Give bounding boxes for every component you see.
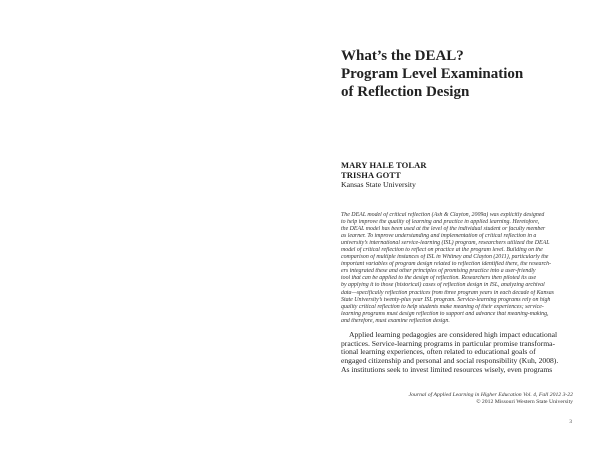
- author-affiliation: Kansas State University: [341, 180, 416, 189]
- abstract-line: comparison of multiple instances of ISL in Whitney and Clayton (2011), particularly the: [341, 254, 549, 261]
- abstract-line: data—specifically reflection practices from three program years in each decade of Kansas: [341, 289, 554, 296]
- journal-footer: [313, 392, 573, 407]
- journal-citation: Journal of Applied Learning in Higher Education Vol. 4, Fall 2012 3-22: [408, 392, 573, 398]
- abstract-line: State University’s twenty-plus year ISL program. Service-learning programs rely on high: [341, 296, 551, 303]
- page-number: 3: [569, 419, 572, 425]
- abstract: [341, 212, 573, 325]
- author-name: MARY HALE TOLAR: [341, 160, 427, 170]
- body-line: Applied learning pedagogies are considered high impact educational: [349, 330, 558, 339]
- body-line: tional learning experiences, often related to educational goals of: [341, 347, 536, 357]
- abstract-line: and therefore, must examine reflection design.: [341, 317, 450, 324]
- journal-copyright: © 2012 Missouri Western State University: [476, 399, 573, 406]
- abstract-line: to help improve the quality of learning and practice in applied learning. Heretofore,: [341, 219, 540, 226]
- article-title: [341, 47, 581, 101]
- title-line-1: What’s the DEAL?: [341, 48, 464, 64]
- abstract-line: by applying it to those (historical) cases of reflection design in ISL, analyzing archival: [341, 282, 545, 289]
- author-block: [341, 160, 427, 190]
- abstract-line: learning programs must design reflection to support and advance that meaning-making,: [341, 310, 549, 317]
- abstract-line: university’s international service-learning (ISL) program, researchers utilized the DEAL: [341, 240, 550, 247]
- abstract-line: ers integrated these and other principles of promising practice into a user-friendly: [341, 268, 536, 275]
- abstract-line: important variables of program design related to reflection identified there, the research-: [341, 261, 552, 268]
- abstract-line: tool that can be applied to the design of reflection. Researchers then piloted its use: [341, 275, 537, 282]
- abstract-line: quality critical reflection to help students make meaning of their experiences; service-: [341, 303, 544, 310]
- body-text: [341, 331, 581, 375]
- author-name: TRISHA GOTT: [341, 170, 401, 180]
- abstract-line: The DEAL model of critical reflection (Ash & Clayton, 2009a) was explicitly designed: [341, 212, 545, 218]
- body-line: engaged citizenship and personal and social responsibility (Kuh, 2008).: [341, 356, 559, 366]
- abstract-line: the DEAL model has been used at the level of the individual student or faculty member: [341, 226, 546, 233]
- title-line-2: Program Level Examination: [341, 66, 524, 82]
- title-line-3: of Reflection Design: [341, 84, 470, 100]
- abstract-line: as learner. To improve understanding and implementation of critical reflection in a: [341, 233, 537, 240]
- body-line: practices. Service-learning programs in particular promise transforma-: [341, 338, 556, 348]
- abstract-line: model of critical reflection to reflect on practice at the program level. Building on the: [341, 247, 543, 254]
- body-line: As institutions seek to invest limited resources wisely, even programs: [341, 364, 553, 374]
